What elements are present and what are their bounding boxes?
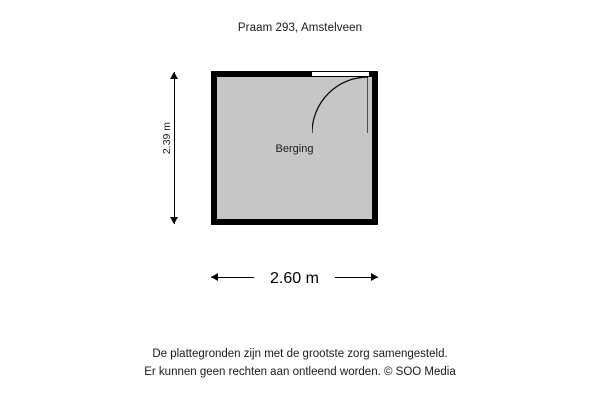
page-title: Praam 293, Amstelveen (237, 22, 363, 34)
footer-disclaimer (0, 345, 600, 381)
arrow-left-icon (211, 273, 218, 281)
dimension-width-label: 2.60 m (270, 270, 319, 287)
floorplan-drawing (211, 71, 378, 225)
dimension-width-label-wrap (254, 270, 335, 288)
dimension-height-label: 2.39 m (161, 121, 173, 155)
footer-line-2: Er kunnen geen rechten aan ontleend worden. © SOO Media (144, 366, 456, 378)
dimension-width (211, 263, 378, 293)
arrow-up-icon (170, 72, 178, 79)
arrow-down-icon (170, 217, 178, 224)
dimension-height-line (174, 72, 175, 224)
dimension-height (160, 72, 190, 224)
arrow-right-icon (371, 273, 378, 281)
door-swing-icon (312, 77, 368, 133)
room-label-berging: Berging (275, 143, 314, 155)
footer-line-1: De plattegronden zijn met de grootste zorg samengesteld. (152, 348, 448, 360)
